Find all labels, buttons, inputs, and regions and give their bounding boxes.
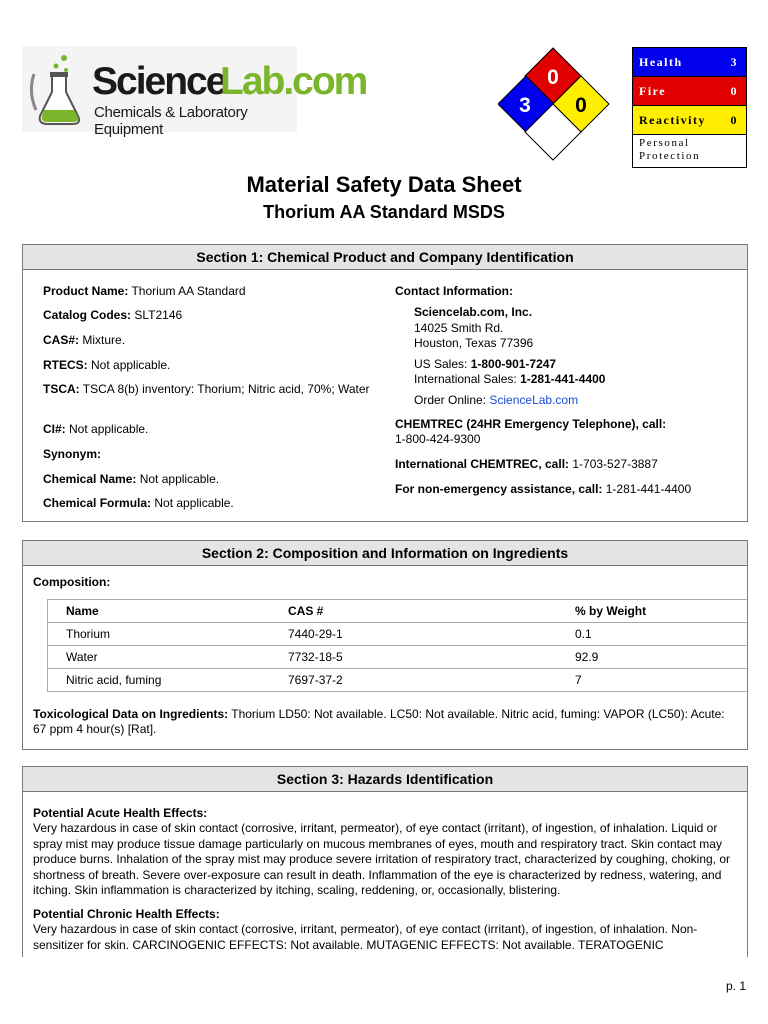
chemtrec-phone: 1-800-424-9300 bbox=[395, 432, 481, 446]
cell-name: Thorium bbox=[66, 623, 288, 646]
flask-icon bbox=[26, 52, 88, 128]
order-online: Order Online: ScienceLab.com bbox=[414, 393, 579, 407]
page-title: Material Safety Data Sheet bbox=[246, 172, 522, 197]
section-3 bbox=[22, 766, 748, 957]
hazard-row-reactivity bbox=[633, 106, 746, 135]
cell-cas: 7732-18-5 bbox=[288, 646, 575, 669]
composition-label: Composition: bbox=[33, 575, 111, 589]
nfpa-health: 3 bbox=[519, 94, 531, 117]
field-chemical-name: Chemical Name: Not applicable. bbox=[43, 472, 220, 486]
intl-chemtrec: International CHEMTREC, call: 1-703-527-3887 bbox=[395, 457, 658, 471]
address-line-1: 14025 Smith Rd. bbox=[414, 321, 504, 335]
hazard-row-health bbox=[633, 48, 746, 77]
table-row bbox=[48, 646, 748, 669]
section-2 bbox=[22, 540, 748, 750]
personal-protection-label: Personal Protection bbox=[639, 137, 701, 162]
non-emergency: For non-emergency assistance, call: 1-281-441-4400 bbox=[395, 482, 692, 496]
sciencelab-logo bbox=[22, 46, 367, 138]
logo-word-science: Science bbox=[92, 60, 226, 103]
fire-value: 0 bbox=[730, 83, 738, 98]
reactivity-value: 0 bbox=[730, 112, 738, 127]
section-1 bbox=[22, 244, 748, 522]
field-chemical-formula: Chemical Formula: Not applicable. bbox=[43, 496, 234, 510]
toxicological-data: Toxicological Data on Ingredients: Thorium LD50: Not available. LC50: Not available. Nitric acid, fuming: VAPOR (LC50): Acute: 67 ppm 4 hour(s) [Rat]. bbox=[33, 707, 725, 736]
acute-effects-text: Very hazardous in case of skin contact (corrosive, irritant, permeator), of eye contact (irritant), of ingestion, of inhalation. Liquid or spray mist may produce tissue damage particularly on mucous membranes of eyes, mouth and respiratory tract. Skin contact may produce burns. Inhalation of the spray mist may produce severe irritation of respiratory tract, characterized by coughing, choking, or shortness of breath. Severe over-exposure can result in death. Inflammation of the eye is characterized by redness, watering, and itching. Skin inflammation is characterized by itching, scaling, reddening, or, occasionally, blistering. bbox=[33, 821, 731, 897]
acute-effects-label: Potential Acute Health Effects: bbox=[33, 806, 208, 820]
chemtrec-label: CHEMTREC (24HR Emergency Telephone), call: bbox=[395, 417, 667, 431]
cell-name: Nitric acid, fuming bbox=[66, 669, 288, 692]
page-number: p. 1 bbox=[725, 979, 746, 993]
cell-weight: 92.9 bbox=[575, 646, 747, 669]
field-product-name: Product Name: Thorium AA Standard bbox=[43, 284, 246, 298]
field-catalog-codes: Catalog Codes: SLT2146 bbox=[43, 308, 183, 322]
cell-weight: 7 bbox=[575, 669, 747, 692]
reactivity-label: Reactivity bbox=[639, 112, 706, 127]
col-name: Name bbox=[66, 600, 288, 623]
chronic-effects-text: Very hazardous in case of skin contact (corrosive, irritant, permeator), of eye contact (irritant), of ingestion, of inhalation. Non-sensitizer for skin. CARCINOGENIC EFFECTS: Not available. MUTAGENIC EFFECTS: Not available. TERATOGENIC bbox=[33, 922, 698, 952]
address-line-2: Houston, Texas 77396 bbox=[414, 336, 534, 350]
field-synonym: Synonym: bbox=[43, 447, 102, 461]
section-1-heading: Section 1: Chemical Product and Company Identification bbox=[23, 245, 747, 270]
hazard-rating-table bbox=[632, 47, 747, 168]
hazard-row-fire bbox=[633, 77, 746, 106]
company-name: Sciencelab.com, Inc. bbox=[414, 305, 533, 319]
health-value: 3 bbox=[730, 54, 738, 69]
col-cas: CAS # bbox=[288, 600, 575, 623]
health-label: Health bbox=[639, 54, 683, 69]
section-3-heading: Section 3: Hazards Identification bbox=[23, 767, 747, 792]
field-ci: CI#: Not applicable. bbox=[43, 422, 149, 436]
fire-label: Fire bbox=[639, 83, 667, 98]
page-subtitle: Thorium AA Standard MSDS bbox=[263, 202, 505, 222]
logo-subtitle: Chemicals & Laboratory Equipment bbox=[94, 104, 248, 138]
table-row bbox=[48, 669, 748, 692]
us-sales: US Sales: 1-800-901-7247 bbox=[414, 357, 557, 371]
composition-table bbox=[47, 599, 747, 692]
field-tsca: TSCA: TSCA 8(b) inventory: Thorium; Nitric acid, 70%; Water bbox=[43, 382, 370, 396]
cell-name: Water bbox=[66, 646, 288, 669]
contact-label: Contact Information: bbox=[395, 284, 513, 298]
nfpa-reactivity: 0 bbox=[575, 94, 587, 117]
section-2-heading: Section 2: Composition and Information on Ingredients bbox=[23, 541, 747, 566]
cell-cas: 7440-29-1 bbox=[288, 623, 575, 646]
table-row bbox=[48, 623, 748, 646]
chronic-effects-label: Potential Chronic Health Effects: bbox=[33, 907, 220, 921]
col-weight: % by Weight bbox=[575, 600, 747, 623]
field-rtecs: RTECS: Not applicable. bbox=[43, 358, 171, 372]
table-header-row bbox=[48, 600, 748, 623]
cell-cas: 7697-37-2 bbox=[288, 669, 575, 692]
nfpa-diamond bbox=[498, 46, 610, 166]
international-sales: International Sales: 1-281-441-4400 bbox=[414, 372, 606, 386]
order-online-link[interactable]: ScienceLab.com bbox=[489, 393, 579, 407]
nfpa-flammability: 0 bbox=[547, 66, 559, 89]
cell-weight: 0.1 bbox=[575, 623, 747, 646]
logo-word-lab: Lab.com bbox=[220, 60, 367, 103]
field-cas: CAS#: Mixture. bbox=[43, 333, 126, 347]
